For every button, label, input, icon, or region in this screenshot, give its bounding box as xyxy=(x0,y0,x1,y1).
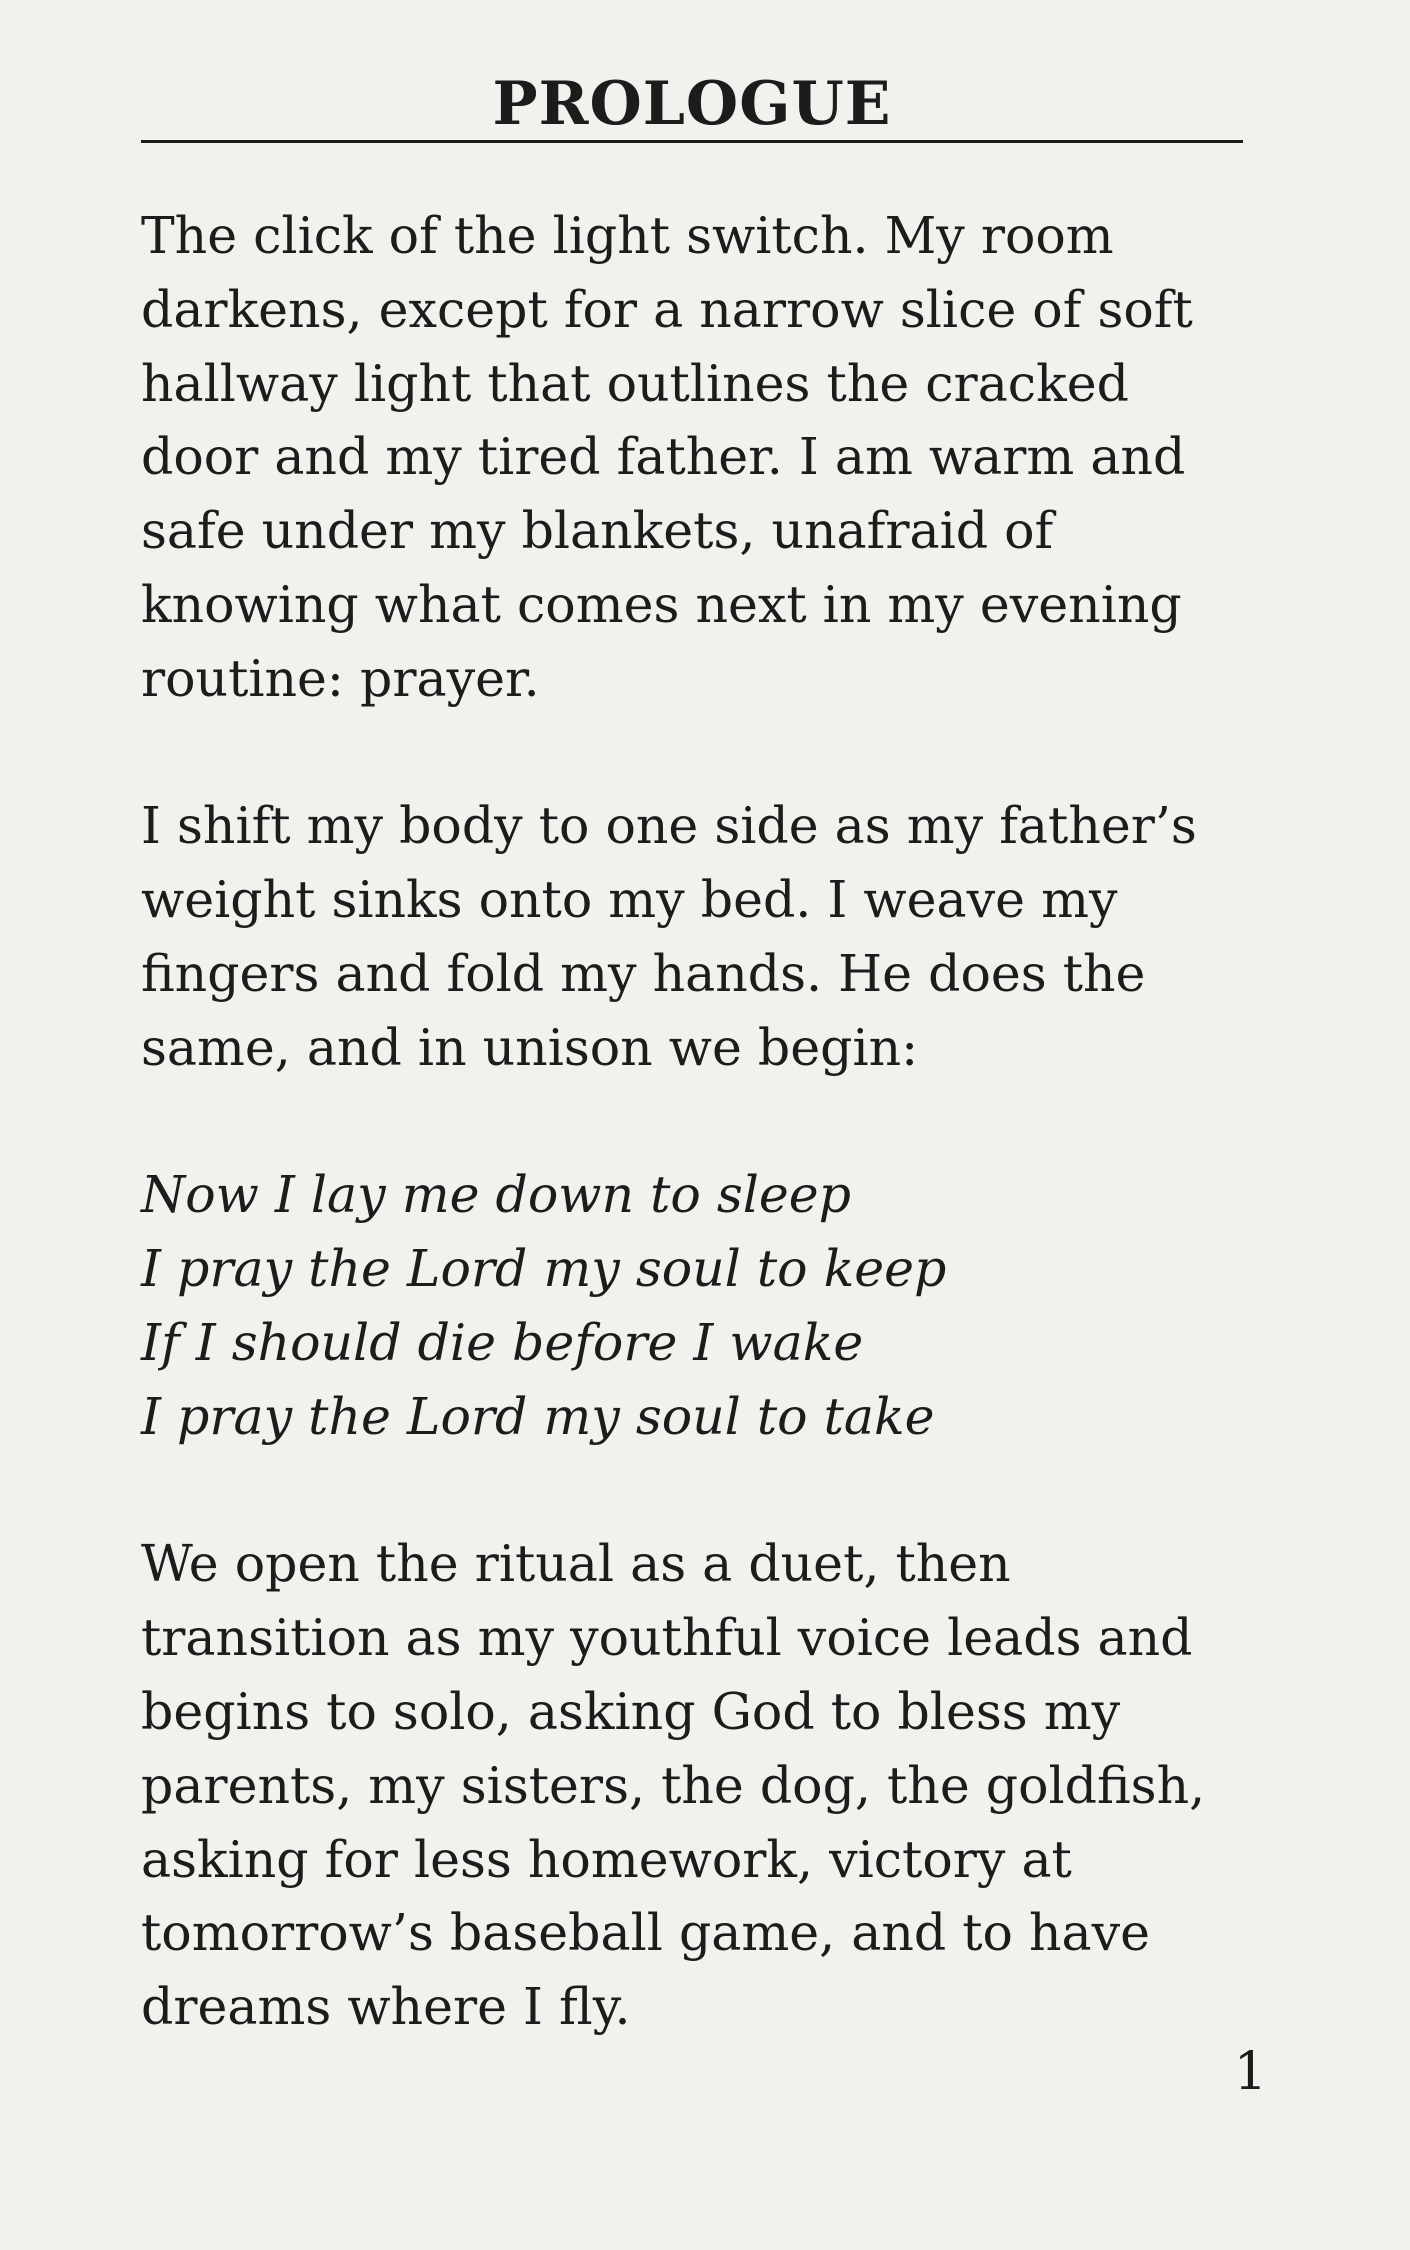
text-line: fingers and fold my hands. He does the xyxy=(141,943,1146,1003)
text-line: safe under my blankets, unafraid of xyxy=(141,501,1054,561)
verse-line: Now I lay me down to sleep xyxy=(141,1165,851,1225)
paragraph-1 xyxy=(141,199,1283,716)
verse-line: If I should die before I wake xyxy=(141,1312,864,1372)
text-line: dreams where I fly. xyxy=(141,1977,631,2037)
paragraph-3 xyxy=(141,1527,1283,2044)
page-number: 1 xyxy=(1233,2042,1267,2102)
text-line: routine: prayer. xyxy=(141,648,540,708)
text-line: parents, my sisters, the dog, the goldfish, xyxy=(141,1755,1206,1815)
text-line: weight sinks onto my bed. I weave my xyxy=(141,870,1118,930)
text-line: same, and in unison we begin: xyxy=(141,1017,919,1077)
verse-line: I pray the Lord my soul to keep xyxy=(141,1239,947,1299)
verse-line: I pray the Lord my soul to take xyxy=(141,1386,935,1446)
text-line: asking for less homework, victory at xyxy=(141,1829,1072,1889)
text-line: transition as my youthful voice leads and xyxy=(141,1608,1193,1668)
text-line: knowing what comes next in my evening xyxy=(141,574,1182,634)
paragraph-spacer xyxy=(141,1085,1283,1159)
paragraph-spacer xyxy=(141,716,1283,790)
text-line: begins to solo, asking God to bless my xyxy=(141,1681,1121,1741)
chapter-title: PROLOGUE xyxy=(492,69,892,139)
text-line: door and my tired father. I am warm and xyxy=(141,427,1186,487)
text-line: The click of the light switch. My room xyxy=(141,206,1114,265)
text-line: We open the ritual as a duet, then xyxy=(141,1534,1011,1594)
prayer-verse xyxy=(141,1158,1283,1453)
book-page xyxy=(141,0,1283,2250)
text-line: darkens, except for a narrow slice of soft xyxy=(141,279,1193,339)
text-line: I shift my body to one side as my father’s xyxy=(141,796,1197,856)
text-line: hallway light that outlines the cracked xyxy=(141,353,1129,413)
paragraph-2 xyxy=(141,789,1283,1084)
text-line: tomorrow’s baseball game, and to have xyxy=(141,1903,1151,1963)
body-text xyxy=(141,199,1283,2044)
title-underline xyxy=(141,140,1243,143)
paragraph-spacer xyxy=(141,1454,1283,1528)
